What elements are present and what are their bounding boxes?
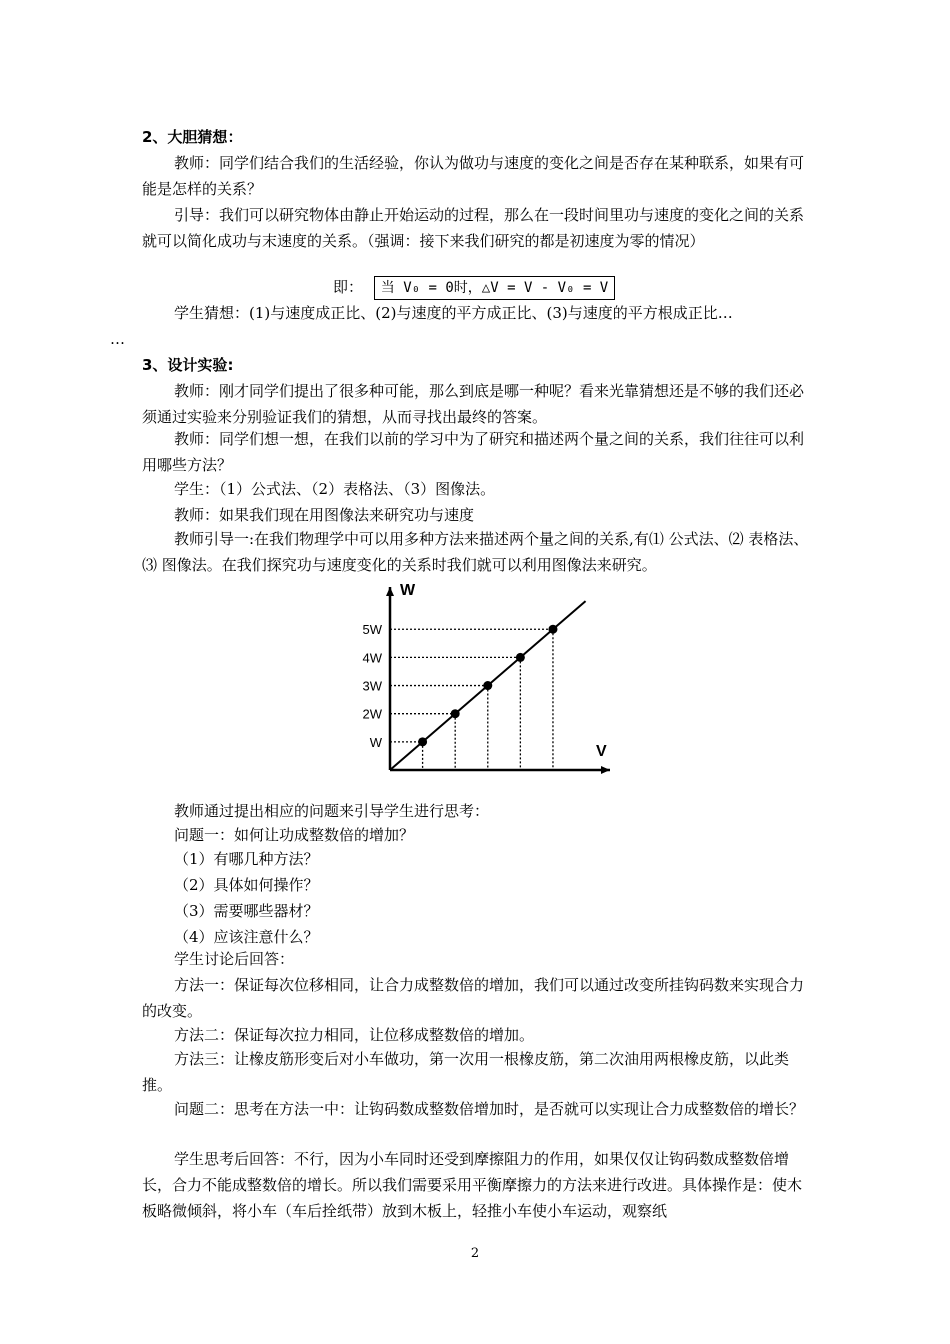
guide-paragraph: 引导：我们可以研究物体由静止开始运动的过程，那么在一段时间里功与速度的变化之间的关系就可以简化成功与末速度的关系。（强调：接下来我们研究的都是初速度为零的情况） [142, 206, 805, 250]
y-tick-label: W [369, 734, 382, 750]
student-guess-text: 学生猜想：(1)与速度成正比、(2)与速度的平方成正比、(3)与速度的平方根成正比… [174, 304, 733, 322]
x-axis-arrow [601, 766, 610, 774]
answer-intro: 学生讨论后回答： [174, 950, 295, 968]
data-point [548, 625, 557, 634]
data-point [483, 681, 492, 690]
question-2: 问题二：思考在方法一中：让钩码数成整数倍增加时，是否就可以实现让合力成整数倍的增长？ [174, 1100, 805, 1118]
data-point [451, 709, 460, 718]
list-item: （1）有哪几种方法？ [174, 850, 319, 868]
section-3-heading: 3、设计实验: [142, 356, 234, 374]
list-item: （2）具体如何操作？ [174, 876, 319, 894]
answer-2: 学生思考后回答：不行，因为小车同时还受到摩擦阻力的作用，如果仅仅让钩码数成整数倍增长，合力不能成整数倍的增长。所以我们需要采用平衡摩擦力的方法来进行改进。具体操作是：使木板略微倾斜，将小车（车后拴纸带）放到木板上，轻推小车使小车运动，观察纸 [142, 1150, 803, 1220]
ellipsis: … [110, 330, 125, 348]
question-1: 问题一：如何让功成整数倍的增加？ [174, 826, 415, 844]
formula-line [333, 276, 615, 300]
page-number: 2 [470, 1246, 480, 1261]
data-point [516, 653, 525, 662]
teacher-question: 教师：同学们结合我们的生活经验，你认为做功与速度的变化之间是否存在某种联系，如果有可能是怎样的关系？ [142, 154, 805, 198]
student-answer: 学生：（1）公式法、（2）表格法、（3）图像法。 [174, 480, 496, 498]
y-tick-label: 4W [362, 650, 382, 666]
question-1-items [174, 846, 774, 950]
student-guess [110, 300, 810, 352]
teacher-guide-1: 教师引导一:在我们物理学中可以用多种方法来描述两个量之间的关系,有⑴ 公式法、⑵ 表格法、⑶ 图像法。在我们探究功与速度变化的关系时我们就可以利用图像法来研究。 [142, 530, 809, 574]
y-tick-label: 2W [362, 706, 382, 722]
list-item: （3）需要哪些器材？ [174, 902, 319, 920]
y-axis-label: W [400, 582, 416, 599]
data-point [418, 737, 427, 746]
list-item: （4）应该注意什么？ [174, 928, 319, 946]
method-3: 方法三：让橡皮筋形变后对小车做功，第一次用一根橡皮筋，第二次油用两根橡皮筋，以此类推。 [142, 1050, 790, 1094]
method-2: 方法二：保证每次拉力相同，让位移成整数倍的增加。 [174, 1026, 535, 1044]
y-tick-label: 5W [362, 622, 382, 638]
x-axis-label: V [596, 743, 607, 760]
teacher-p1: 教师：刚才同学们提出了很多种可能，那么到底是哪一种呢？看来光靠猜想还是不够的我们还必须通过实验来分别验证我们的猜想，从而寻找出最终的答案。 [142, 382, 805, 426]
after-intro: 教师通过提出相应的问题来引导学生进行思考： [174, 802, 490, 820]
section-2-heading: 2、大胆猜想： [142, 128, 243, 146]
teacher-p2: 教师：同学们想一想，在我们以前的学习中为了研究和描述两个量之间的关系，我们往往可以利用哪些方法？ [142, 430, 805, 474]
method-1: 方法一：保证每次位移相同，让合力成整数倍的增加，我们可以通过改变所挂钩码数来实现合力的改变。 [142, 976, 805, 1020]
y-axis-arrow [386, 587, 394, 596]
y-tick-label: 3W [362, 678, 382, 694]
work-velocity-chart [340, 575, 630, 780]
teacher-p4: 教师：如果我们现在用图像法来研究功与速度 [174, 506, 475, 524]
formula-box: 当 V₀ = 0时，△V = V - V₀ = V [374, 276, 615, 300]
formula-label: 即： [333, 278, 364, 296]
